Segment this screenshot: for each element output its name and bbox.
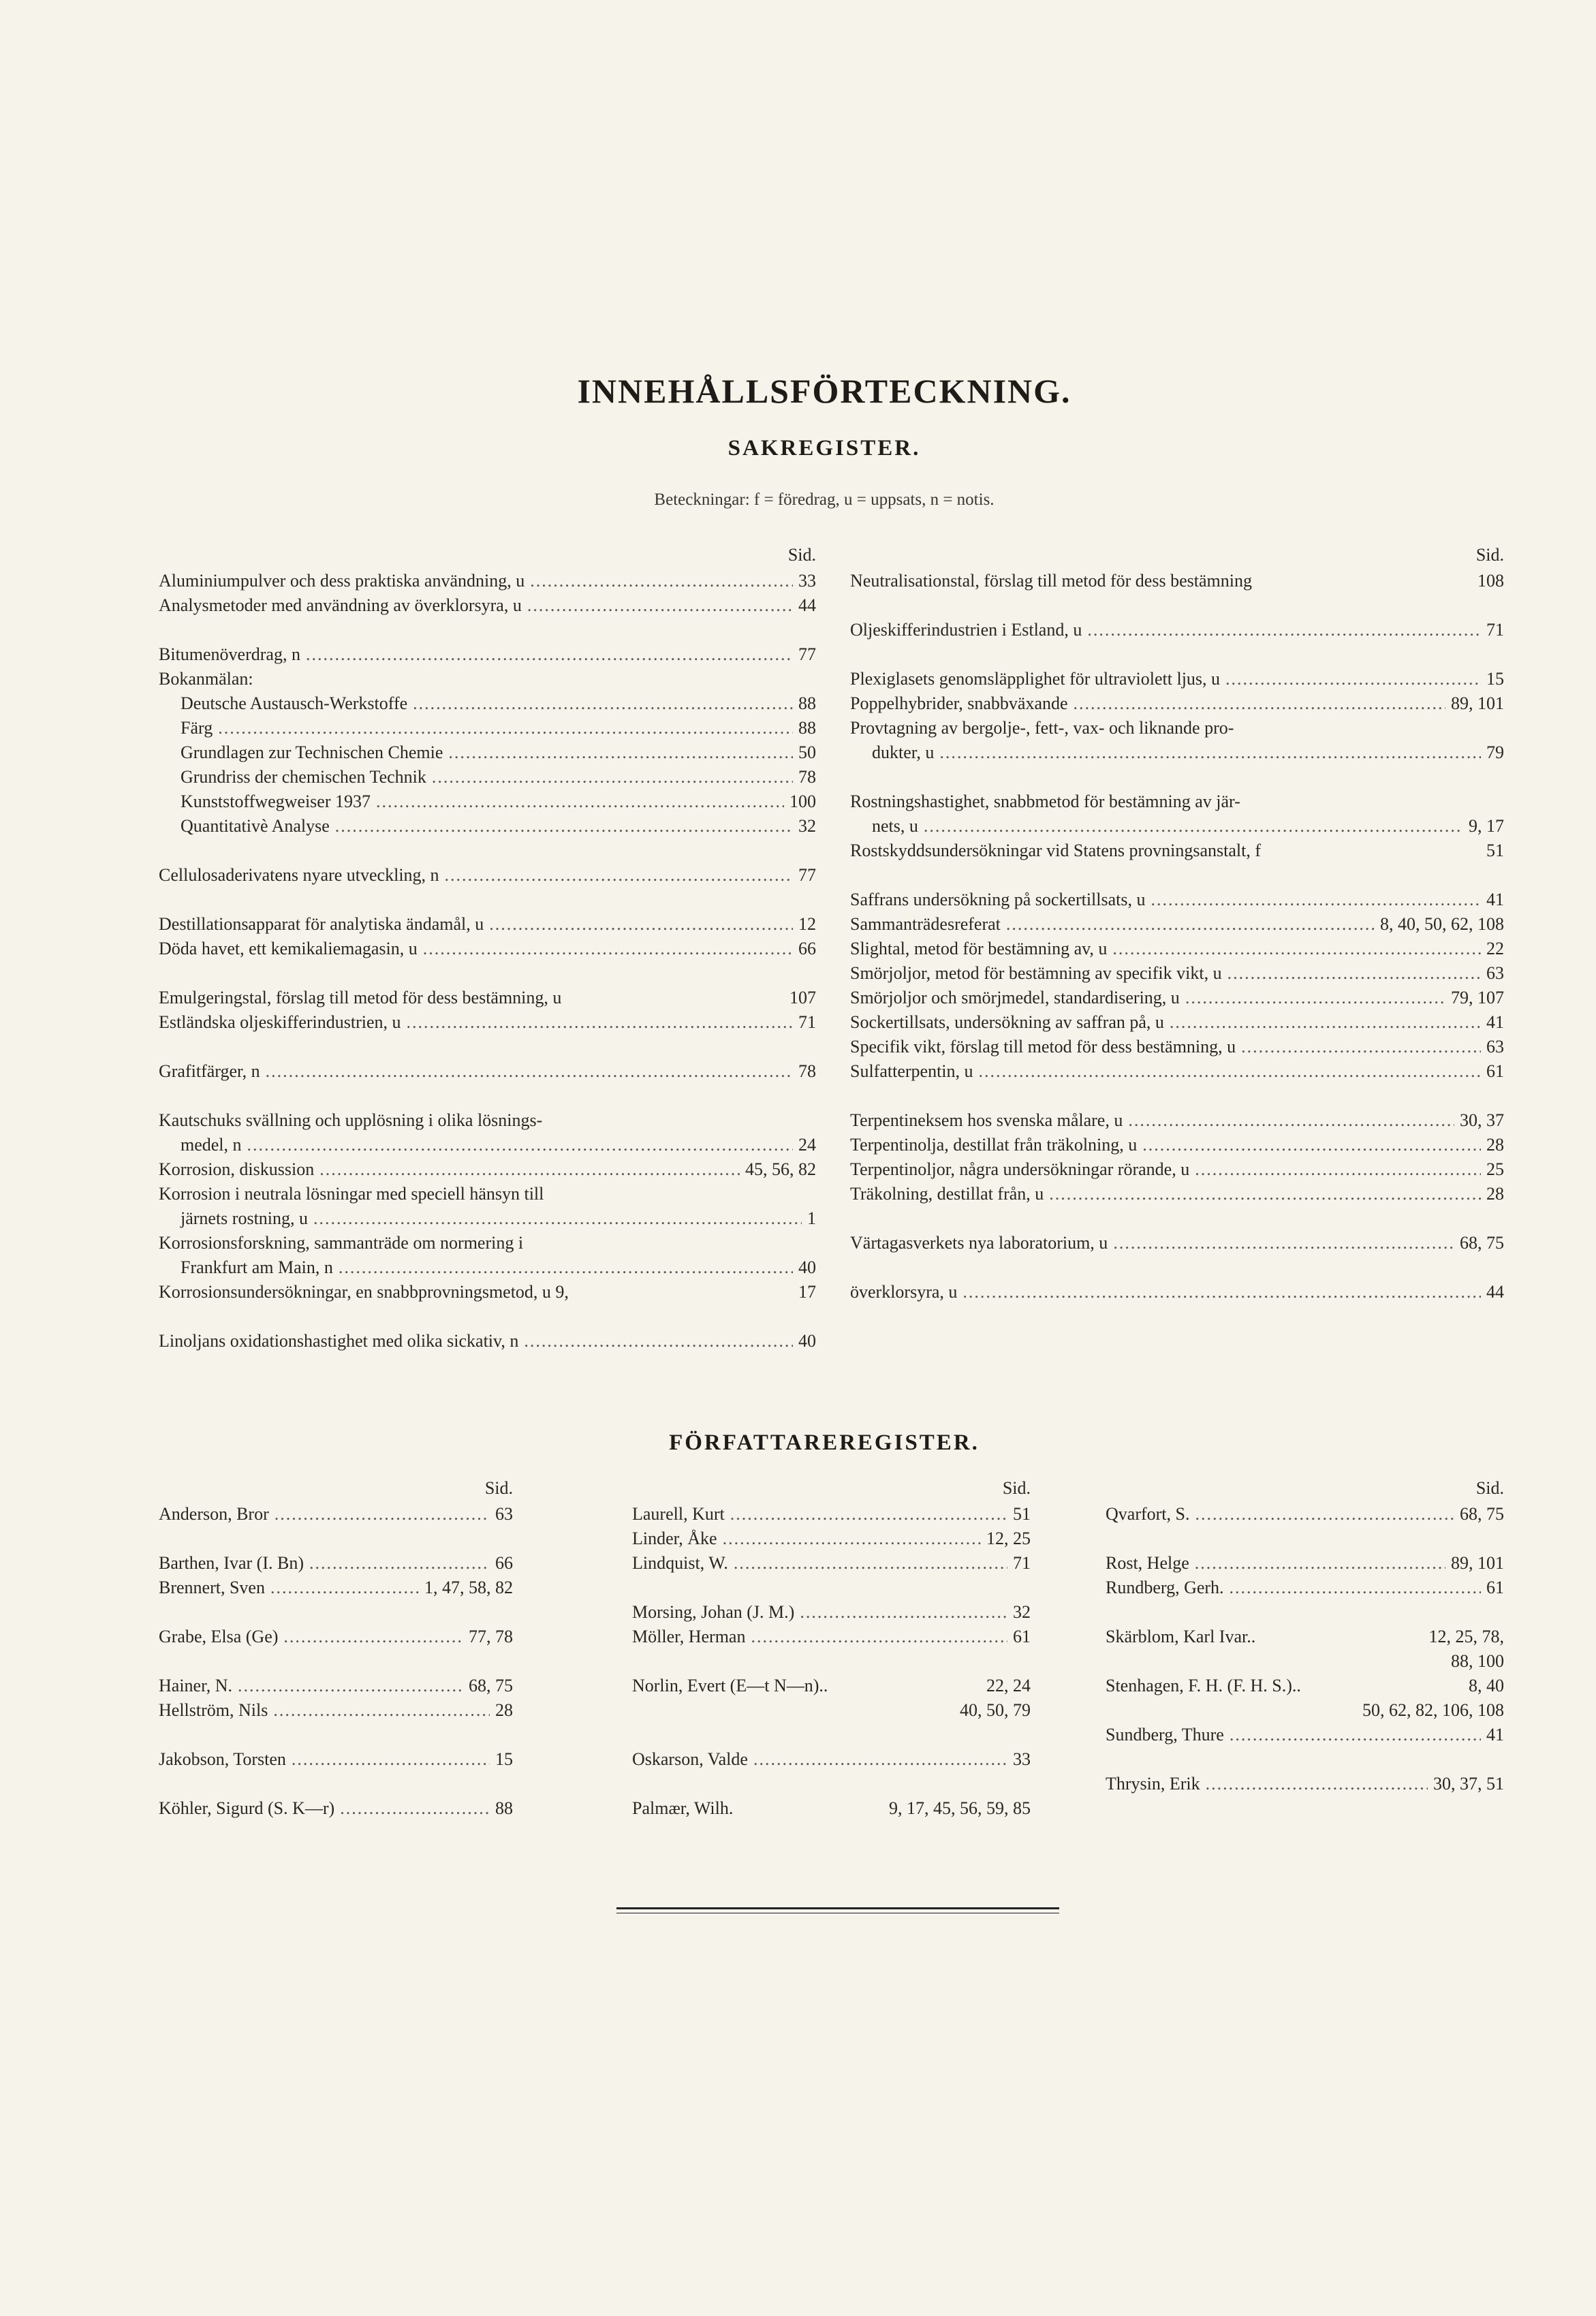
sakregister-right-column [850,542,1504,1304]
author-entry: Palmær, Wilh. 9, 17, 45, 56, 59, 85 [632,1798,1031,1818]
index-entry: Sulfatterpentin, u ..... 61 [850,1059,1504,1084]
index-entry: Slightal, metod för bestämning av, u ..... 22 [850,937,1504,961]
author-entry: Skärblom, Karl Ivar.. 12, 25, 78, [1106,1627,1504,1646]
author-entry: Norlin, Evert (E—t N—n).. 22, 24 [632,1676,1031,1695]
index-entry: Döda havet, ett kemikaliemagasin, u ..... 66 [159,937,816,961]
index-entry-continued: Kautschuks svällning och upplösning i olika lösnings- [159,1110,543,1130]
index-entry: Poppelhybrider, snabbväxande ..... 89, 101 [850,691,1504,716]
index-entry: Specifik vikt, förslag till metod för dess bestämning, u ..... 63 [850,1035,1504,1059]
index-entry: Bitumenöverdrag, n ..... 77 [159,642,816,667]
author-entry: Stenhagen, F. H. (F. H. S.).. 8, 40 [1106,1676,1504,1695]
index-entry: Linoljans oxidationshastighet med olika sickativ, n ..... 40 [159,1329,816,1353]
author-entry: Thrysin, Erik ..... 30, 37, 51 [1106,1772,1504,1796]
index-entry: Terpentineksem hos svenska målare, u ..... 30, 37 [850,1108,1504,1133]
index-entry-continued: Korrosionsforskning, sammanträde om normering i [159,1233,524,1253]
page-title: INNEHÅLLSFÖRTECKNING. [577,372,1071,410]
legend: Beteckningar: f = föredrag, u = uppsats, n = notis. [654,490,995,509]
index-entry: Grafitfärger, n ..... 78 [159,1059,816,1084]
index-entry: Estländska oljeskifferindustrien, u ..... 71 [159,1010,816,1035]
author-entry: Grabe, Elsa (Ge) ..... 77, 78 [159,1625,513,1649]
index-entry: Emulgeringstal, förslag till metod för dess bestämning, u 107 [159,988,816,1007]
author-entry: Köhler, Sigurd (S. K—r) ..... 88 [159,1796,513,1821]
index-entry: Värtagasverkets nya laboratorium, u ..... 68, 75 [850,1231,1504,1255]
index-entry: Plexiglasets genomsläpplighet för ultraviolett ljus, u ..... 15 [850,667,1504,691]
index-heading: Bokanmälan: [159,669,253,689]
index-entry: Deutsche Austausch-Werkstoffe ..... 88 [159,691,816,716]
index-entry: Saffrans undersökning på sockertillsats, u ..... 41 [850,888,1504,912]
author-entry: Sundberg, Thure ..... 41 [1106,1723,1504,1747]
index-entry: Frankfurt am Main, n ..... 40 [159,1255,816,1280]
author-entry: Rundberg, Gerh. ..... 61 [1106,1576,1504,1600]
index-entry: Korrosion, diskussion ..... 45, 56, 82 [159,1157,816,1182]
sid-label: Sid. [484,1478,513,1498]
index-entry: järnets rostning, u ..... 1 [159,1206,816,1231]
author-entry: Morsing, Johan (J. M.) ..... 32 [632,1600,1031,1625]
index-entry: Oljeskifferindustrien i Estland, u ..... 71 [850,618,1504,642]
index-entry: Sammanträdesreferat ..... 8, 40, 50, 62, 108 [850,912,1504,937]
index-entry: Neutralisationstal, förslag till metod för dess bestämning 108 [850,571,1504,591]
index-entry: överklorsyra, u ..... 44 [850,1280,1504,1304]
index-entry: Grundlagen zur Technischen Chemie ..... 50 [159,740,816,765]
index-entry: nets, u ..... 9, 17 [850,814,1504,839]
author-entry-continued: 88, 100 [1451,1651,1504,1671]
index-entry: Kunststoffwegweiser 1937 ..... 100 [159,789,816,814]
index-entry: Terpentinolja, destillat från träkolning, u ..... 28 [850,1133,1504,1157]
sakregister-left-column [159,542,816,1353]
author-entry: Oskarson, Valde ..... 33 [632,1747,1031,1772]
author-entry-continued: 50, 62, 82, 106, 108 [1362,1700,1504,1720]
index-entry-continued: Korrosion i neutrala lösningar med speciell hänsyn till [159,1184,544,1204]
author-entry-continued: 40, 50, 79 [960,1700,1031,1720]
author-entry: Linder, Åke ..... 12, 25 [632,1527,1031,1551]
closing-rule [616,1907,1059,1909]
index-entry: dukter, u ..... 79 [850,740,1504,765]
index-entry: Aluminiumpulver och dess praktiska användning, u ..... 33 [159,569,816,593]
sakregister-title: SAKREGISTER. [727,436,921,460]
author-entry: Barthen, Ivar (I. Bn) ..... 66 [159,1551,513,1576]
author-column-1 [159,1475,513,1821]
author-entry: Jakobson, Torsten ..... 15 [159,1747,513,1772]
index-entry-continued: Rostningshastighet, snabbmetod för bestämning av jär- [850,792,1240,811]
index-entry: Quantitativè Analyse ..... 32 [159,814,816,839]
author-entry: Möller, Herman ..... 61 [632,1625,1031,1649]
index-entry: Färg ..... 88 [159,716,816,740]
author-column-3 [1106,1475,1504,1796]
index-entry: Smörjoljor och smörjmedel, standardisering, u ..... 79, 107 [850,986,1504,1010]
index-entry: Destillationsapparat för analytiska ändamål, u ..... 12 [159,912,816,937]
index-entry: Rostskyddsundersökningar vid Statens provningsanstalt, f 51 [850,841,1504,860]
author-entry: Lindquist, W. ..... 71 [632,1551,1031,1576]
index-entry: Terpentinoljor, några undersökningar rörande, u ..... 25 [850,1157,1504,1182]
index-entry: Grundriss der chemischen Technik ..... 78 [159,765,816,789]
index-entry: Analysmetoder med användning av överklorsyra, u ..... 44 [159,593,816,618]
sid-label: Sid. [1475,1478,1504,1498]
index-entry: Smörjoljor, metod för bestämning av specifik vikt, u ..... 63 [850,961,1504,986]
index-entry-continued: Provtagning av bergolje-, fett-, vax- och liknande pro- [850,718,1234,738]
author-entry: Hainer, N. ..... 68, 75 [159,1674,513,1698]
author-column-2 [632,1475,1031,1821]
author-entry: Rost, Helge ..... 89, 101 [1106,1551,1504,1576]
author-entry: Brennert, Sven ..... 1, 47, 58, 82 [159,1576,513,1600]
index-entry: Sockertillsats, undersökning av saffran på, u ..... 41 [850,1010,1504,1035]
author-entry: Laurell, Kurt ..... 51 [632,1502,1031,1527]
index-entry: Korrosionsundersökningar, en snabbprovningsmetod, u 9, 17 [159,1282,816,1302]
author-entry: Hellström, Nils ..... 28 [159,1698,513,1723]
sid-label: Sid. [787,545,816,565]
author-entry: Anderson, Bror ..... 63 [159,1502,513,1527]
index-entry: Träkolning, destillat från, u ..... 28 [850,1182,1504,1206]
sid-label: Sid. [1475,545,1504,565]
author-entry: Qvarfort, S. ..... 68, 75 [1106,1502,1504,1527]
index-entry: Cellulosaderivatens nyare utveckling, n ..... 77 [159,863,816,888]
index-entry: medel, n ..... 24 [159,1133,816,1157]
sid-label: Sid. [1002,1478,1031,1498]
forfattare-title: FÖRFATTAREREGISTER. [669,1430,980,1455]
